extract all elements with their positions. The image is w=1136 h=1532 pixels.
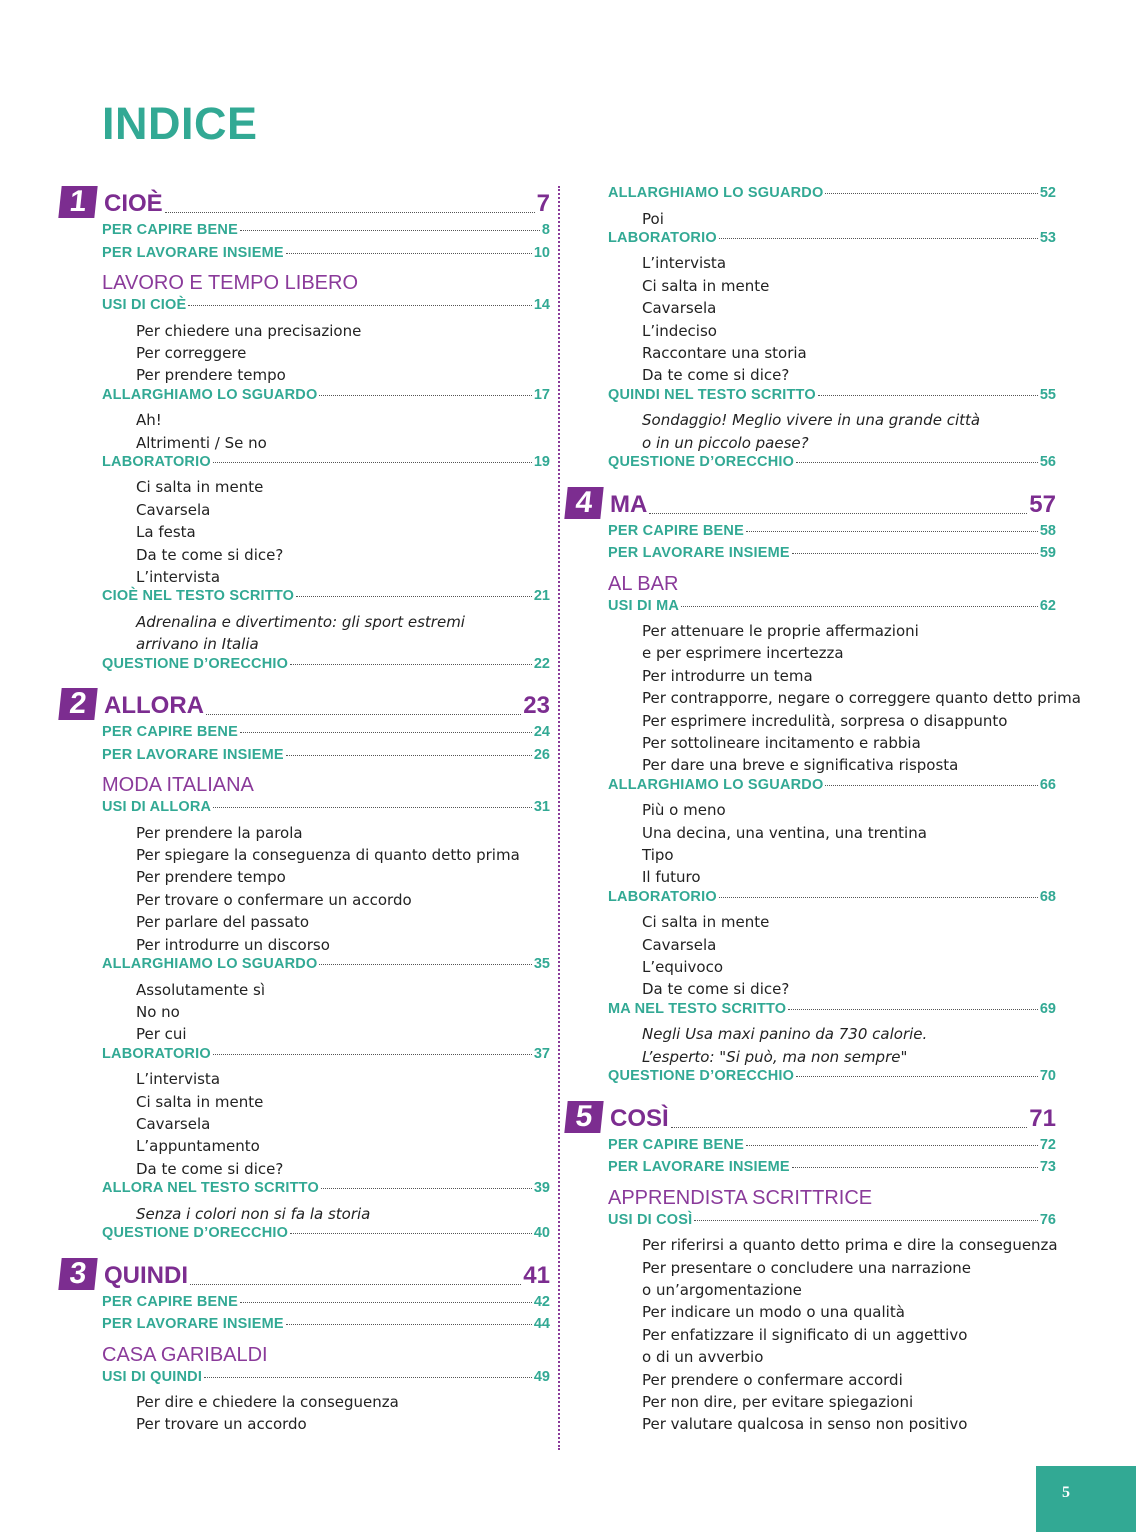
- dot-leader: [825, 785, 1037, 786]
- subsection-entry: Cavarsela: [642, 299, 717, 318]
- subsection-entry: L’appuntamento: [136, 1137, 260, 1156]
- subsection-entry: Per introdurre un discorso: [136, 935, 330, 954]
- section-entry[interactable]: [102, 956, 550, 979]
- subsection-entry: Una decina, una ventina, una trentina: [642, 823, 927, 842]
- dot-leader: [190, 1284, 521, 1285]
- section-page: 17: [533, 386, 550, 403]
- section-label: USI DI CIOÈ: [102, 297, 187, 313]
- chapter-page: 57: [1029, 490, 1056, 518]
- dot-leader: [290, 1233, 532, 1234]
- section-label: PER LAVORARE INSIEME: [608, 545, 790, 562]
- section-page: 22: [533, 655, 550, 672]
- chapter-page: 71: [1029, 1104, 1056, 1132]
- section-page: 73: [1039, 1159, 1056, 1176]
- chapter-theme: AL BAR: [608, 572, 679, 595]
- section-page: 58: [1039, 522, 1056, 539]
- section-entry[interactable]: [608, 230, 1056, 253]
- dot-leader: [796, 462, 1038, 463]
- section-page: 52: [1039, 185, 1056, 201]
- subsection-entry: Raccontare una storia: [642, 343, 807, 362]
- chapter-heading[interactable]: [566, 485, 1056, 519]
- chapter-title: QUINDI: [104, 1261, 188, 1289]
- section-label: PER CAPIRE BENE: [608, 522, 744, 539]
- section-entry[interactable]: [102, 588, 550, 611]
- section-entry[interactable]: [102, 454, 550, 477]
- dot-leader: [825, 193, 1037, 194]
- section-page: 31: [533, 799, 550, 816]
- page-number-tab: [1036, 1466, 1136, 1532]
- subsection-entry: Da te come si dice?: [136, 1159, 284, 1178]
- text-title-line: o in un piccolo paese?: [642, 433, 809, 452]
- section-entry[interactable]: [608, 1068, 1056, 1091]
- dot-leader: [796, 1076, 1038, 1077]
- section-page: 49: [533, 1368, 550, 1385]
- section-entry[interactable]: [102, 222, 550, 245]
- subsection-entry: Per spiegare la conseguenza di quanto detto prima: [136, 846, 520, 865]
- section-page: 68: [1039, 888, 1056, 905]
- section-label: PER CAPIRE BENE: [608, 1136, 744, 1153]
- text-title-line: Adrenalina e divertimento: gli sport estremi: [136, 612, 465, 631]
- subsection-entry: Ci salta in mente: [136, 1092, 264, 1111]
- section-entry[interactable]: [102, 724, 550, 747]
- section-label: PER LAVORARE INSIEME: [608, 1159, 790, 1176]
- chapter-title: COSÌ: [610, 1104, 669, 1132]
- chapter-title: CIOÈ: [104, 190, 163, 217]
- section-label: QUESTIONE D’ORECCHIO: [608, 454, 795, 471]
- section-entry[interactable]: [102, 1294, 550, 1317]
- section-page: 21: [533, 588, 550, 605]
- section-page: 55: [1039, 386, 1056, 403]
- subsection-entry: Per prendere tempo: [136, 366, 286, 385]
- section-entry[interactable]: [102, 656, 550, 679]
- chapter-theme: CASA GARIBALDI: [102, 1343, 268, 1366]
- dot-leader: [206, 714, 521, 715]
- section-entry[interactable]: [608, 545, 1056, 568]
- section-entry[interactable]: [102, 297, 550, 320]
- section-entry[interactable]: [102, 245, 550, 268]
- section-page: 26: [533, 746, 550, 763]
- section-label: ALLARGHIAMO LO SGUARDO: [608, 776, 824, 793]
- dot-leader: [213, 807, 532, 808]
- subsection-entry: Per prendere tempo: [136, 868, 286, 887]
- subsection-entry: Per riferirsi a quanto detto prima e dire la conseguenza: [642, 1236, 1058, 1255]
- section-label: LABORATORIO: [102, 1045, 211, 1062]
- subsection-entry: Ah!: [136, 411, 162, 430]
- dot-leader: [719, 238, 1038, 239]
- section-entry[interactable]: [608, 598, 1056, 621]
- dot-leader: [188, 305, 531, 306]
- section-entry[interactable]: [608, 1159, 1056, 1182]
- subsection-entry: Per enfatizzare il significato di un aggettivo: [642, 1325, 968, 1344]
- dot-leader: [649, 513, 1027, 514]
- section-page: 69: [1039, 1000, 1056, 1017]
- chapter-page: 41: [523, 1261, 550, 1289]
- subsection-entry: Per dire e chiedere la conseguenza: [136, 1393, 399, 1412]
- section-label: ALLORA NEL TESTO SCRITTO: [102, 1180, 319, 1197]
- column-divider: [558, 186, 560, 1450]
- dot-leader: [319, 964, 531, 965]
- chapter-number: 2: [58, 688, 97, 720]
- section-label: QUESTIONE D’ORECCHIO: [102, 1225, 289, 1242]
- chapter-title: ALLORA: [104, 692, 204, 720]
- dot-leader: [671, 1127, 1028, 1128]
- dot-leader: [694, 1220, 1037, 1221]
- subsection-entry: L’intervista: [136, 1070, 221, 1089]
- section-label: QUESTIONE D’ORECCHIO: [102, 655, 289, 672]
- section-entry[interactable]: [102, 1316, 550, 1339]
- section-page: 10: [533, 244, 550, 261]
- section-label: PER LAVORARE INSIEME: [102, 746, 284, 763]
- subsection-entry: Per attenuare le proprie affermazioni: [642, 622, 919, 641]
- subsection-entry: Cavarsela: [642, 935, 717, 954]
- subsection-entry: Per introdurre un tema: [642, 666, 813, 685]
- dot-leader: [746, 531, 1038, 532]
- toc-column-right: [566, 185, 1081, 1436]
- subsection-entry: Assolutamente sì: [136, 980, 266, 999]
- chapter-heading[interactable]: [60, 1256, 550, 1290]
- chapter-heading[interactable]: [60, 184, 550, 218]
- section-page: 37: [533, 1045, 550, 1062]
- subsection-entry: Per prendere la parola: [136, 823, 303, 842]
- chapter-theme: LAVORO E TEMPO LIBERO: [102, 272, 358, 294]
- section-entry[interactable]: [608, 185, 1056, 208]
- section-entry[interactable]: [102, 387, 550, 410]
- subsection-entry: e per esprimere incertezza: [642, 644, 844, 663]
- subsection-entry: L’equivoco: [642, 958, 724, 977]
- subsection-entry: L’indeciso: [642, 321, 717, 340]
- section-entry[interactable]: [102, 1225, 550, 1248]
- section-entry[interactable]: [608, 523, 1056, 546]
- dot-leader: [818, 395, 1038, 396]
- chapter-title: MA: [610, 490, 648, 518]
- section-page: 35: [533, 956, 550, 973]
- subsection-entry: Per presentare o concludere una narrazione: [642, 1258, 971, 1277]
- subsection-entry: Ci salta in mente: [136, 478, 264, 497]
- section-page: 53: [1039, 229, 1056, 246]
- section-label: QUINDI NEL TESTO SCRITTO: [608, 386, 816, 403]
- subsection-entry: Per correggere: [136, 343, 247, 362]
- chapter-theme: MODA ITALIANA: [102, 774, 254, 797]
- section-page: 70: [1039, 1068, 1056, 1085]
- subsection-entry: Altrimenti / Se no: [136, 433, 267, 452]
- subsection-entry: Per parlare del passato: [136, 913, 310, 932]
- subsection-entry: Per chiedere una precisazione: [136, 321, 362, 340]
- subsection-entry: Tipo: [642, 846, 674, 865]
- dot-leader: [213, 462, 532, 463]
- section-page: 66: [1039, 776, 1056, 793]
- section-label: ALLARGHIAMO LO SGUARDO: [102, 386, 318, 403]
- page-title: INDICE: [102, 98, 258, 149]
- text-title-line: Sondaggio! Meglio vivere in una grande città: [642, 411, 981, 430]
- section-page: 40: [533, 1225, 550, 1242]
- section-entry[interactable]: [608, 1137, 1056, 1160]
- section-label: PER CAPIRE BENE: [102, 724, 238, 741]
- section-page: 42: [533, 1293, 550, 1310]
- dot-leader: [792, 1167, 1038, 1168]
- subsection-entry: Poi: [642, 209, 664, 228]
- subsection-entry: Ci salta in mente: [642, 913, 770, 932]
- section-entry[interactable]: [608, 1001, 1056, 1024]
- section-label: MA NEL TESTO SCRITTO: [608, 1000, 787, 1017]
- dot-leader: [240, 732, 532, 733]
- section-label: QUESTIONE D’ORECCHIO: [608, 1068, 795, 1085]
- chapter-heading[interactable]: [566, 1099, 1056, 1133]
- subsection-entry: Il futuro: [642, 868, 701, 887]
- section-page: 76: [1039, 1211, 1056, 1228]
- chapter-page: 7: [536, 190, 550, 217]
- subsection-entry: Per esprimere incredulità, sorpresa o disappunto: [642, 711, 1008, 730]
- subsection-entry: Per cui: [136, 1025, 187, 1044]
- section-page: 39: [533, 1180, 550, 1197]
- section-page: 24: [533, 724, 550, 741]
- subsection-entry: o di un avverbio: [642, 1348, 764, 1367]
- section-label: USI DI COSÌ: [608, 1211, 693, 1228]
- dot-leader: [296, 596, 532, 597]
- section-entry[interactable]: [608, 387, 1056, 410]
- dot-leader: [286, 1324, 532, 1325]
- subsection-entry: Da te come si dice?: [136, 545, 284, 564]
- dot-leader: [719, 897, 1038, 898]
- text-title-line: arrivano in Italia: [136, 635, 259, 654]
- text-title-line: Senza i colori non si fa la storia: [136, 1204, 371, 1223]
- chapter-heading[interactable]: [60, 686, 550, 720]
- subsection-entry: Per trovare un accordo: [136, 1415, 307, 1434]
- dot-leader: [240, 1302, 532, 1303]
- dot-leader: [746, 1145, 1038, 1146]
- section-label: PER LAVORARE INSIEME: [102, 244, 284, 261]
- subsection-entry: o un’argomentazione: [642, 1280, 802, 1299]
- chapter-theme: APPRENDISTA SCRITTRICE: [608, 1186, 873, 1209]
- section-entry[interactable]: [102, 747, 550, 770]
- section-page: 62: [1039, 597, 1056, 614]
- section-label: LABORATORIO: [608, 229, 717, 246]
- section-page: 44: [533, 1316, 550, 1333]
- section-label: PER CAPIRE BENE: [102, 1293, 238, 1310]
- section-page: 72: [1039, 1136, 1056, 1153]
- section-label: USI DI MA: [608, 597, 680, 614]
- text-title-line: Negli Usa maxi panino da 730 calorie.: [642, 1025, 928, 1044]
- chapter-number: 5: [564, 1101, 603, 1133]
- subsection-entry: Da te come si dice?: [642, 980, 790, 999]
- subsection-entry: Per dare una breve e significativa risposta: [642, 756, 959, 775]
- section-label: CIOÈ NEL TESTO SCRITTO: [102, 588, 295, 605]
- subsection-entry: La festa: [136, 523, 196, 542]
- section-label: PER CAPIRE BENE: [102, 222, 238, 238]
- dot-leader: [319, 395, 531, 396]
- section-page: 14: [533, 297, 550, 313]
- section-label: LABORATORIO: [102, 453, 211, 470]
- subsection-entry: Per contrapporre, negare o correggere quanto detto prima: [642, 689, 1081, 708]
- section-entry[interactable]: [608, 1212, 1056, 1235]
- chapter-number: 4: [564, 487, 603, 519]
- subsection-entry: L’intervista: [136, 568, 221, 587]
- dot-leader: [286, 253, 532, 254]
- dot-leader: [286, 755, 532, 756]
- chapter-number: 1: [58, 186, 97, 218]
- section-label: PER LAVORARE INSIEME: [102, 1316, 284, 1333]
- chapter-number: 3: [58, 1258, 97, 1290]
- section-page: 19: [533, 453, 550, 470]
- subsection-entry: Per prendere o confermare accordi: [642, 1370, 903, 1389]
- section-entry[interactable]: [102, 1180, 550, 1203]
- section-entry[interactable]: [608, 454, 1056, 477]
- section-entry[interactable]: [608, 889, 1056, 912]
- subsection-entry: Per indicare un modo o una qualità: [642, 1303, 905, 1322]
- section-page: 8: [541, 222, 550, 238]
- dot-leader: [792, 553, 1038, 554]
- section-entry[interactable]: [102, 1046, 550, 1069]
- dot-leader: [681, 606, 1038, 607]
- dot-leader: [240, 230, 540, 231]
- dot-leader: [165, 212, 535, 213]
- section-entry[interactable]: [608, 777, 1056, 800]
- subsection-entry: Per trovare o confermare un accordo: [136, 890, 412, 909]
- toc-column-left: [60, 176, 550, 1436]
- section-label: USI DI QUINDI: [102, 1368, 203, 1385]
- subsection-entry: L’intervista: [642, 254, 727, 273]
- section-page: 59: [1039, 545, 1056, 562]
- dot-leader: [788, 1009, 1038, 1010]
- section-label: USI DI ALLORA: [102, 799, 212, 816]
- subsection-entry: No no: [136, 1002, 180, 1021]
- dot-leader: [290, 664, 532, 665]
- section-entry[interactable]: [102, 1369, 550, 1392]
- dot-leader: [204, 1377, 532, 1378]
- chapter-page: 23: [523, 692, 550, 720]
- subsection-entry: Per non dire, per evitare spiegazioni: [642, 1392, 914, 1411]
- section-label: ALLARGHIAMO LO SGUARDO: [608, 185, 824, 201]
- subsection-entry: Per valutare qualcosa in senso non positivo: [642, 1415, 968, 1434]
- section-entry[interactable]: [102, 799, 550, 822]
- subsection-entry: Cavarsela: [136, 500, 211, 519]
- subsection-entry: Per sottolineare incitamento e rabbia: [642, 733, 921, 752]
- section-page: 56: [1039, 454, 1056, 471]
- subsection-entry: Da te come si dice?: [642, 366, 790, 385]
- dot-leader: [213, 1054, 532, 1055]
- dot-leader: [321, 1188, 532, 1189]
- subsection-entry: Ci salta in mente: [642, 276, 770, 295]
- page-number: 5: [1062, 1484, 1070, 1501]
- section-label: ALLARGHIAMO LO SGUARDO: [102, 956, 318, 973]
- subsection-entry: Cavarsela: [136, 1114, 211, 1133]
- section-label: LABORATORIO: [608, 888, 717, 905]
- subsection-entry: Più o meno: [642, 801, 726, 820]
- text-title-line: L’esperto: "Si può, ma non sempre": [642, 1047, 908, 1066]
